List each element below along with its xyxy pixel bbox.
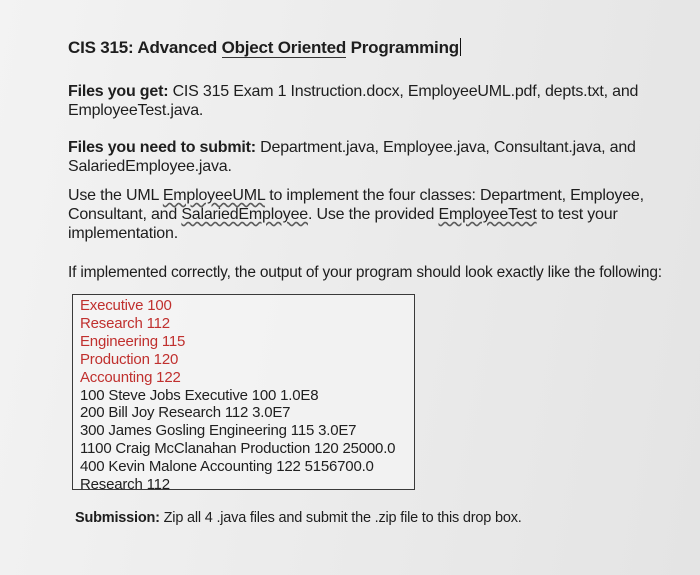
submission-note: [75, 510, 522, 526]
expected-output-intro: If implemented correctly, the output of your program should look exactly like the following:: [68, 264, 662, 281]
instructions-paragraph: [68, 186, 678, 243]
files-you-get-label: Files you get:: [68, 83, 169, 100]
instructions-text-4: to test your implementation.: [68, 206, 618, 242]
instructions-text-3: . Use the provided: [307, 206, 439, 223]
output-line: 300 James Gosling Engineering 115 3.0E7: [80, 422, 357, 440]
output-line: 200 Bill Joy Research 112 3.0E7: [80, 404, 291, 422]
output-line: 400 Kevin Malone Accounting 122 5156700.0: [80, 458, 374, 476]
salaried-employee-reference: SalariedEmployee: [181, 206, 308, 223]
files-to-submit-label: Files you need to submit:: [68, 139, 256, 156]
files-to-submit-paragraph: [68, 138, 678, 176]
files-to-submit-text: Department.java, Employee.java, Consultant.java, and SalariedEmployee.java.: [68, 139, 636, 175]
output-line: Research 112: [80, 476, 170, 494]
title-suffix: Programming: [346, 38, 459, 57]
title-underlined: Object Oriented: [221, 38, 347, 57]
output-line: Executive 100: [80, 297, 172, 314]
output-line: 1100 Craig McClanahan Production 120 25000.0: [80, 440, 396, 458]
text-cursor: [460, 38, 461, 56]
files-you-get-text: CIS 315 Exam 1 Instruction.docx, EmployeeUML.pdf, depts.txt, and EmployeeTest.java.: [68, 83, 639, 119]
instructions-text-2: to implement the four classes: Department, Employee, Consultant, and: [68, 187, 644, 223]
employee-uml-reference: EmployeeUML: [162, 187, 265, 204]
title-prefix: CIS 315: Advanced: [68, 38, 222, 57]
employee-test-reference: EmployeeTest: [438, 206, 537, 223]
submission-label: Submission:: [75, 510, 160, 526]
output-line: Production 120: [80, 350, 179, 368]
submission-text: Zip all 4 .java files and submit the .zip file to this drop box.: [159, 510, 522, 526]
output-line: Accounting 122: [80, 368, 181, 386]
output-line: Engineering 115: [80, 332, 186, 350]
output-line: Research 112: [80, 314, 170, 332]
files-you-get-paragraph: [68, 82, 678, 120]
expected-output-box: [72, 294, 415, 494]
document-title: [68, 38, 461, 58]
instructions-text-1: Use the UML: [68, 187, 163, 204]
output-line: 100 Steve Jobs Executive 100 1.0E8: [80, 386, 319, 404]
